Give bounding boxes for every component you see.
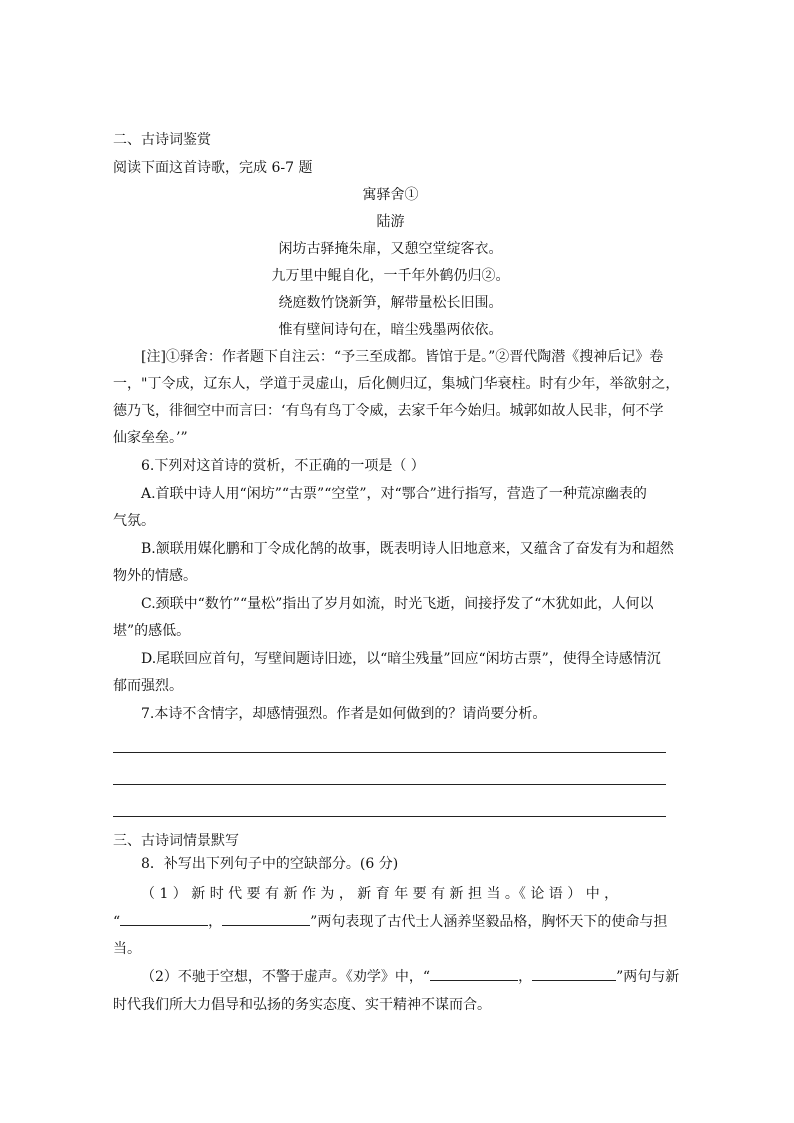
poem-line: 九万里中鲲自化，一千年外鹤仍归②。 [271, 268, 510, 284]
poem-line: 绕庭数竹饶新笋，解带量松长旧围。 [278, 295, 503, 311]
poem-author: 陆游 [376, 214, 405, 230]
fill-blank[interactable] [430, 966, 518, 981]
reading-instruction: 阅读下面这首诗歌，完成 6-7 题 [113, 160, 313, 176]
question-8-item-2-text: （2）不驰于空想，不警于虚声。《劝学》中，“ [141, 969, 431, 985]
fill-blank[interactable] [222, 911, 310, 926]
question-6-option-d: D.尾联回应首句，写壁间题诗旧迹，以“暗尘残量”回应“闲坊古票”，使得全诗感情沉 [141, 651, 661, 667]
question-6-stem: 6.下列对这首诗的赏析，不正确的一项是（ ） [141, 458, 425, 474]
question-6-option-d-cont: 郁而强烈。 [113, 678, 183, 694]
poem-note-line: 仙家垒垒。’” [113, 430, 188, 446]
poem-title: 寓驿舍① [362, 187, 419, 203]
question-8-item-1-end: 当。 [113, 941, 141, 957]
question-6-option-c: C.颈联中“数竹”“量松”指出了岁月如流，时光飞逝，间接抒发了“木犹如此，人何以 [141, 596, 654, 612]
question-8-item-2 [113, 966, 680, 988]
question-6-option-c-cont: 堪”的感低。 [113, 623, 191, 639]
open-quote: “ [113, 914, 121, 930]
fill-blank[interactable] [532, 966, 616, 981]
question-6-option-a-cont: 气氛。 [113, 513, 155, 529]
poem-note-line: [注]①驿舍：作者题下自注云：“予三至成都。皆馆于是。”②晋代陶潜《搜神后记》卷 [141, 349, 664, 365]
answer-line[interactable] [113, 816, 666, 817]
section-heading-dictation: 三、古诗词情景默写 [113, 833, 239, 849]
question-8-item-2-tail: ”两句与新 [616, 969, 680, 985]
question-6-option-b: B.颔联用媒化鹏和丁令成化鹄的故事，既表明诗人旧地意来，又蕴含了奋发有为和超然 [141, 541, 674, 557]
question-6-option-b-cont: 物外的情感。 [113, 568, 197, 584]
section-heading-poetry-appreciation: 二、古诗词鉴赏 [113, 132, 211, 148]
answer-line[interactable] [113, 752, 666, 753]
question-8-item-2-cont: 时代我们所大力倡导和弘扬的务实态度、实干精神不谋而合。 [113, 997, 491, 1013]
question-8-item-1: （ 1 ） 新 时 代 要 有 新 作 为 ， 新 育 年 要 有 新 担 当 。《 论 语 ） 中 ， [141, 886, 619, 902]
poem-line: 惟有壁间诗句在，暗尘残墨两依依。 [278, 322, 503, 338]
question-8-stem: 8．补写出下列句子中的空缺部分。(6 分) [141, 856, 399, 872]
poem-note-line: 一，"丁令成，辽东人，学道于灵虚山，后化侧归辽，集城门华衰柱。时有少年，举欲射之， [113, 376, 680, 392]
question-8-item-1-blanks [113, 911, 668, 933]
question-8-item-1-text: ”两句表现了古代士人涵养坚毅品格，胸怀天下的使命与担 [310, 914, 668, 930]
question-7-stem: 7.本诗不含情字，却感情强烈。作者是如何做到的？请尚要分析。 [141, 706, 547, 722]
comma: ， [208, 914, 223, 930]
fill-blank[interactable] [120, 911, 208, 926]
comma: ， [518, 969, 533, 985]
question-6-option-a: A.首联中诗人用“闲坊”“古票”“空堂”，对“鄂合”进行指写，营造了一种荒凉幽表的 [141, 486, 647, 502]
poem-note-line: 德乃飞，徘徊空中而言曰：‘有鸟有鸟丁令威，去家千年今始归。城郭如故人民非，何不学 [113, 403, 664, 419]
poem-line: 闲坊古驿掩朱扉，又憩空堂绽客衣。 [278, 241, 503, 257]
answer-line[interactable] [113, 784, 666, 785]
